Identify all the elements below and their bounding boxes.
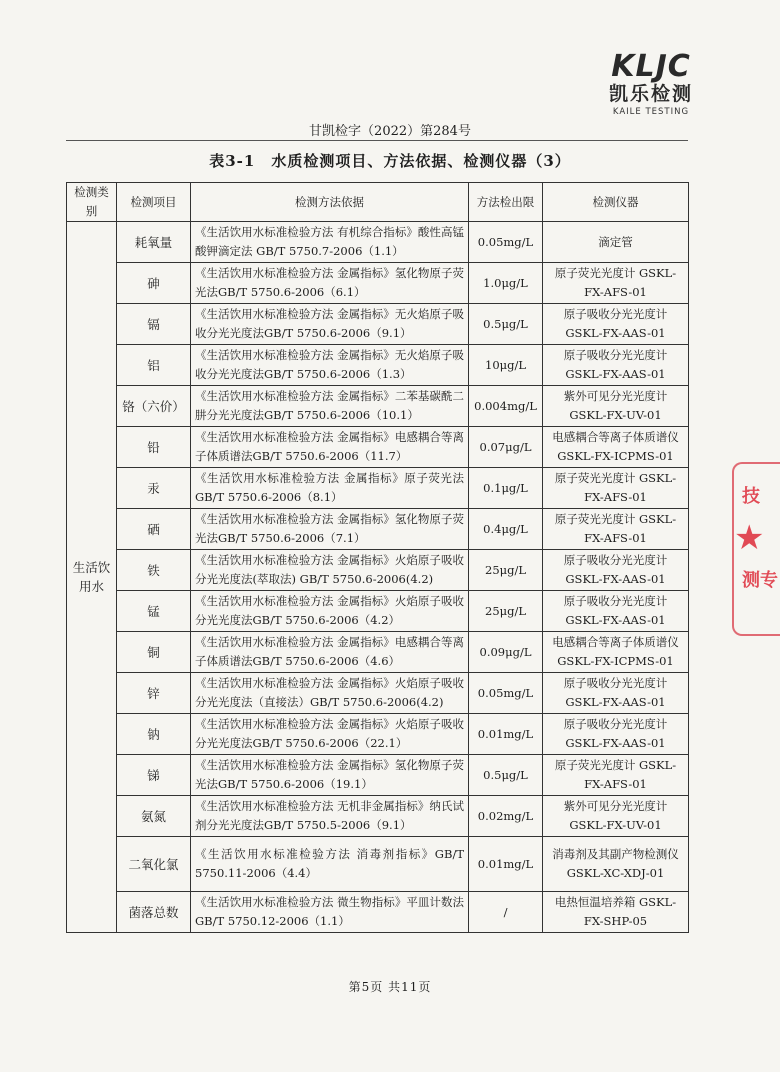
stamp-text-bottom: 测专: [742, 570, 778, 591]
stamp-star-icon: ★: [734, 518, 765, 558]
cell-detection-limit: 0.5μg/L: [469, 755, 543, 796]
cell-item: 铜: [117, 632, 191, 673]
cell-detection-limit: 0.09μg/L: [469, 632, 543, 673]
logo-mark: KLJC: [611, 49, 691, 84]
cell-method: 《生活饮用水标准检验方法 金属指标》火焰原子吸收分光光度法（直接法）GB/T 5750.6-2006(4.2): [191, 673, 469, 714]
table-row: [67, 304, 689, 345]
cell-instrument: 原子荧光光度计 GSKL-FX-AFS-01: [543, 509, 689, 550]
table-row: [67, 796, 689, 837]
cell-item: 铅: [117, 427, 191, 468]
cell-item: 硒: [117, 509, 191, 550]
cell-detection-limit: 25μg/L: [469, 550, 543, 591]
cell-item: 铬（六价）: [117, 386, 191, 427]
cell-method: 《生活饮用水标准检验方法 金属指标》电感耦合等离子体质谱法GB/T 5750.6-2006（4.6）: [191, 632, 469, 673]
cell-instrument: 原子荧光光度计 GSKL-FX-AFS-01: [543, 468, 689, 509]
cell-instrument: 原子荧光光度计 GSKL-FX-AFS-01: [543, 263, 689, 304]
cell-instrument: 消毒剂及其副产物检测仪 GSKL-XC-XDJ-01: [543, 837, 689, 892]
cell-instrument: 原子吸收分光光度计 GSKL-FX-AAS-01: [543, 591, 689, 632]
table-row: [67, 427, 689, 468]
page-footer: 第5页 共11页: [348, 980, 432, 994]
cell-detection-limit: 0.05mg/L: [469, 222, 543, 263]
cell-method: 《生活饮用水标准检验方法 有机综合指标》酸性高锰酸钾滴定法 GB/T 5750.7-2006（1.1）: [191, 222, 469, 263]
cell-category: 生活饮用水: [67, 222, 117, 933]
table-row: [67, 263, 689, 304]
cell-item: 镉: [117, 304, 191, 345]
cell-method: 《生活饮用水标准检验方法 金属指标》氢化物原子荧光法GB/T 5750.6-2006（6.1）: [191, 263, 469, 304]
cell-method: 《生活饮用水标准检验方法 无机非金属指标》纳氏试剂分光光度法GB/T 5750.5-2006（9.1）: [191, 796, 469, 837]
cell-method: 《生活饮用水标准检验方法 金属指标》二苯基碳酰二肼分光光度法GB/T 5750.6-2006（10.1）: [191, 386, 469, 427]
cell-item: 耗氧量: [117, 222, 191, 263]
logo-chinese-name: 凯乐检测: [608, 83, 693, 105]
stamp-text-top: 技: [742, 486, 760, 507]
cell-item: 氨氮: [117, 796, 191, 837]
cell-instrument: 紫外可见分光光度计 GSKL-FX-UV-01: [543, 386, 689, 427]
table-row: [67, 591, 689, 632]
cell-method: 《生活饮用水标准检验方法 金属指标》氢化物原子荧光法GB/T 5750.6-2006（7.1）: [191, 509, 469, 550]
cell-item: 砷: [117, 263, 191, 304]
cell-method: 《生活饮用水标准检验方法 金属指标》无火焰原子吸收分光光度法GB/T 5750.6-2006（9.1）: [191, 304, 469, 345]
cell-detection-limit: 25μg/L: [469, 591, 543, 632]
cell-item: 菌落总数: [117, 892, 191, 933]
cell-detection-limit: 0.05mg/L: [469, 673, 543, 714]
cell-method: 《生活饮用水标准检验方法 金属指标》火焰原子吸收分光光度法GB/T 5750.6-2006（4.2）: [191, 591, 469, 632]
header-divider: [66, 140, 688, 141]
cell-item: 锰: [117, 591, 191, 632]
table-title: 表3-1 水质检测项目、方法依据、检测仪器（3）: [209, 152, 571, 170]
cell-instrument: 滴定管: [543, 222, 689, 263]
cell-item: 铁: [117, 550, 191, 591]
header-category: 检测类别: [67, 183, 117, 222]
cell-detection-limit: 0.1μg/L: [469, 468, 543, 509]
cell-method: 《生活饮用水标准检验方法 消毒剂指标》GB/T 5750.11-2006（4.4）: [191, 837, 469, 892]
cell-detection-limit: 10μg/L: [469, 345, 543, 386]
header-instrument: 检测仪器: [543, 183, 689, 222]
table-row: [67, 222, 689, 263]
cell-item: 钠: [117, 714, 191, 755]
cell-instrument: 原子吸收分光光度计 GSKL-FX-AAS-01: [543, 673, 689, 714]
cell-item: 锌: [117, 673, 191, 714]
cell-method: 《生活饮用水标准检验方法 金属指标》无火焰原子吸收分光光度法GB/T 5750.6-2006（1.3）: [191, 345, 469, 386]
table-row: [67, 837, 689, 892]
table-row: [67, 386, 689, 427]
header-item: 检测项目: [117, 183, 191, 222]
cell-detection-limit: /: [469, 892, 543, 933]
cell-detection-limit: 0.004mg/L: [469, 386, 543, 427]
report-number: 甘凯检字（2022）第284号: [309, 124, 471, 139]
table-row: [67, 673, 689, 714]
cell-detection-limit: 1.0μg/L: [469, 263, 543, 304]
cell-detection-limit: 0.5μg/L: [469, 304, 543, 345]
cell-method: 《生活饮用水标准检验方法 微生物指标》平皿计数法GB/T 5750.12-2006（1.1）: [191, 892, 469, 933]
header-method: 检测方法依据: [191, 183, 469, 222]
cell-detection-limit: 0.07μg/L: [469, 427, 543, 468]
cell-method: 《生活饮用水标准检验方法 金属指标》火焰原子吸收分光光度法(萃取法) GB/T 5750.6-2006(4.2): [191, 550, 469, 591]
table-header-row: [67, 183, 689, 222]
cell-item: 铝: [117, 345, 191, 386]
cell-instrument: 紫外可见分光光度计 GSKL-FX-UV-01: [543, 796, 689, 837]
cell-instrument: 电感耦合等离子体质谱仪GSKL-FX-ICPMS-01: [543, 632, 689, 673]
table-row: [67, 550, 689, 591]
table-row: [67, 892, 689, 933]
cell-detection-limit: 0.02mg/L: [469, 796, 543, 837]
cell-instrument: 电感耦合等离子体质谱仪GSKL-FX-ICPMS-01: [543, 427, 689, 468]
cell-item: 汞: [117, 468, 191, 509]
cell-method: 《生活饮用水标准检验方法 金属指标》电感耦合等离子体质谱法GB/T 5750.6-2006（11.7）: [191, 427, 469, 468]
cell-instrument: 原子吸收分光光度计 GSKL-FX-AAS-01: [543, 304, 689, 345]
cell-instrument: 电热恒温培养箱 GSKL-FX-SHP-05: [543, 892, 689, 933]
cell-item: 二氧化氯: [117, 837, 191, 892]
cell-instrument: 原子荧光光度计 GSKL-FX-AFS-01: [543, 755, 689, 796]
cell-method: 《生活饮用水标准检验方法 金属指标》原子荧光法GB/T 5750.6-2006（8.1）: [191, 468, 469, 509]
cell-method: 《生活饮用水标准检验方法 金属指标》火焰原子吸收分光光度法GB/T 5750.6-2006（22.1）: [191, 714, 469, 755]
test-items-table: [66, 182, 689, 933]
cell-detection-limit: 0.4μg/L: [469, 509, 543, 550]
cell-instrument: 原子吸收分光光度计 GSKL-FX-AAS-01: [543, 345, 689, 386]
cell-instrument: 原子吸收分光光度计 GSKL-FX-AAS-01: [543, 550, 689, 591]
table-row: [67, 632, 689, 673]
logo-english-name: KAILE TESTING: [612, 107, 690, 117]
cell-item: 锑: [117, 755, 191, 796]
cell-instrument: 原子吸收分光光度计 GSKL-FX-AAS-01: [543, 714, 689, 755]
table-row: [67, 468, 689, 509]
cell-detection-limit: 0.01mg/L: [469, 714, 543, 755]
table-row: [67, 509, 689, 550]
cell-method: 《生活饮用水标准检验方法 金属指标》氢化物原子荧光法GB/T 5750.6-2006（19.1）: [191, 755, 469, 796]
cell-detection-limit: 0.01mg/L: [469, 837, 543, 892]
table-row: [67, 714, 689, 755]
company-logo: [596, 49, 706, 124]
header-detection-limit: 方法检出限: [469, 183, 543, 222]
table-row: [67, 755, 689, 796]
table-row: [67, 345, 689, 386]
